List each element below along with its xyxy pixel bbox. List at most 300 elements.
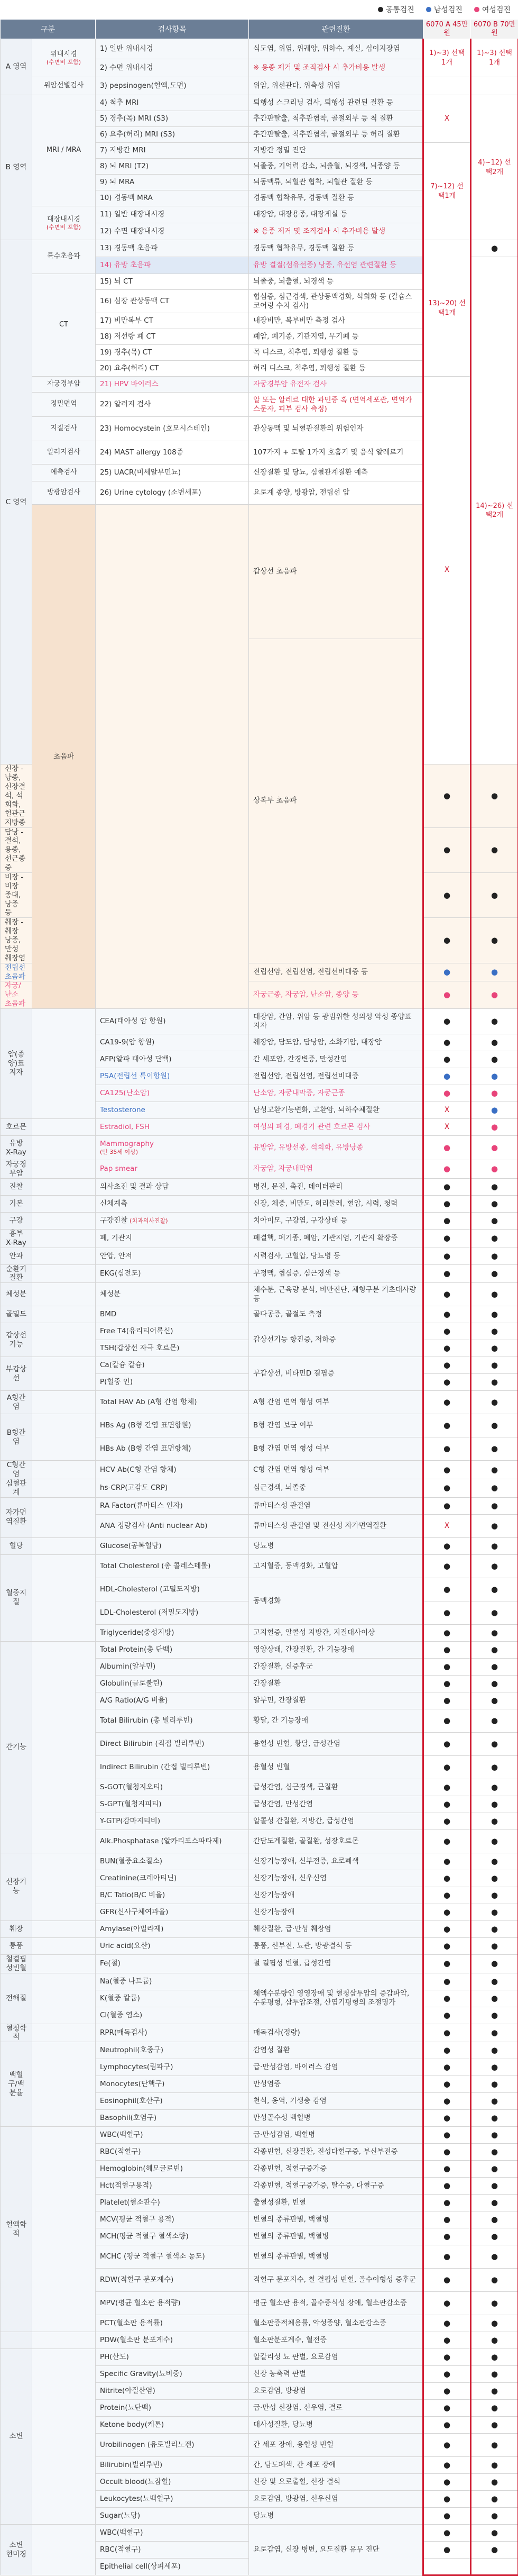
plan-b-cell-text: ● xyxy=(491,2252,498,2261)
subcategory-cell xyxy=(32,481,96,505)
related-disease-cell-text: 급성간염, 만성간염 xyxy=(253,1800,313,1808)
plan-a-cell-text: ● xyxy=(443,1164,450,1173)
related-disease-cell xyxy=(249,1796,423,1813)
related-disease-cell xyxy=(249,2110,423,2127)
test-item-cell-text: Amylase(아밀라제) xyxy=(100,1925,163,1933)
test-item-cell xyxy=(96,1212,249,1229)
test-item-cell xyxy=(96,2161,249,2178)
related-disease-cell xyxy=(249,95,423,111)
test-item-cell-text: Platelet(혈소판수) xyxy=(100,2198,160,2207)
plan-b-cell-text: ● xyxy=(491,1037,498,1047)
plan-a-cell xyxy=(423,2434,471,2457)
subcategory-cell xyxy=(32,1178,96,1195)
plan-a-cell xyxy=(423,1461,471,1479)
plan-a-cell-text: ● xyxy=(443,1016,450,1026)
plan-b-cell-text: ● xyxy=(491,1977,498,1986)
related-disease-cell xyxy=(249,1813,423,1829)
plan-a-cell xyxy=(423,2178,471,2195)
plan-a-cell xyxy=(423,1973,471,1990)
category-cell xyxy=(1,1357,32,1391)
plan-b-cell-text: ● xyxy=(491,2130,498,2140)
test-item-cell-text: Mammography xyxy=(100,1140,154,1148)
related-disease-cell xyxy=(249,963,423,981)
plan-b-cell-text: ● xyxy=(491,1143,498,1152)
plan-a-cell xyxy=(423,981,471,1009)
plan-b-cell-text: ● xyxy=(491,2010,498,2020)
category-cell-text: B 영역 xyxy=(6,163,27,171)
test-item-cell xyxy=(96,95,249,111)
related-disease-cell-text: 혈소판증적체용률, 악성종양, 혈소판감소증 xyxy=(253,2319,386,2327)
plan-b-cell xyxy=(471,1374,518,1391)
plan-b-cell-text: ● xyxy=(491,1088,498,1098)
plan-b-cell xyxy=(471,77,518,95)
related-disease-cell-text: 급·만성 신장염, 신우염, 결로 xyxy=(253,2404,343,2412)
plan-b-cell-text: ● xyxy=(491,2147,498,2156)
test-item-cell-text: 13) 경동맥 초음파 xyxy=(100,244,158,252)
plan-a-cell-text: ● xyxy=(443,1501,450,1510)
test-item-cell-text: Nitrite(아질산염) xyxy=(100,2387,155,2395)
plan-b-cell xyxy=(471,1675,518,1692)
test-item-cell-text: 구강진찰 xyxy=(100,1216,127,1225)
category-cell xyxy=(1,1461,32,1479)
plan-a-cell xyxy=(423,1497,471,1514)
test-item-cell-text: 자궁/난소 초음파 xyxy=(5,981,25,1008)
related-disease-cell xyxy=(249,2245,423,2269)
test-item-cell-text: Neutrophil(호중구) xyxy=(100,2046,163,2054)
test-item-cell-text: WBC(백혈구) xyxy=(100,2528,143,2537)
plan-a-cell-text: ● xyxy=(443,1216,450,1225)
related-disease-cell-text: 각종빈혈, 적혈구증가증 xyxy=(253,2164,327,2173)
test-item-cell-text: Uric acid(요산) xyxy=(100,1942,151,1950)
test-item-cell xyxy=(96,2110,249,2127)
plan-b-cell xyxy=(471,1954,518,1973)
plan-b-cell xyxy=(471,1887,518,1904)
related-disease-cell-text: 만성염증 xyxy=(253,2080,281,2088)
plan-b-cell-text: ● xyxy=(491,2232,498,2241)
subcategory-cell xyxy=(32,441,96,465)
category-cell xyxy=(1,1554,32,1641)
subcategory-cell xyxy=(32,1497,96,1537)
category-cell-text: 소변 현미경 xyxy=(6,2541,26,2559)
subcategory-cell-text: 위암선별검사 xyxy=(44,81,84,89)
test-item-cell xyxy=(96,1641,249,1658)
plan-b-cell xyxy=(471,1641,518,1658)
test-item-cell-text: 11) 일반 대장내시경 xyxy=(100,210,164,219)
plan-b-cell-text: ● xyxy=(491,1269,498,1278)
category-cell-text: 심혈관계 xyxy=(6,1479,26,1497)
plan-a-cell-text: ● xyxy=(443,1037,450,1047)
plan-b-cell xyxy=(471,2042,518,2059)
related-disease-cell-text: B형 간염 보균 여부 xyxy=(253,1421,313,1430)
category-cell xyxy=(1,1853,32,1920)
plan-b-cell xyxy=(471,1178,518,1195)
plan-a-cell xyxy=(423,872,471,917)
related-disease-cell-text: 알칼리성 뇨 판별, 요로감염 xyxy=(253,2353,338,2361)
plan-a-cell xyxy=(423,2383,471,2400)
plan-b-cell-text: ● xyxy=(491,791,498,800)
subcategory-cell xyxy=(32,1264,96,1283)
related-disease-cell xyxy=(249,190,423,206)
related-disease-cell-text: 폐암, 폐기종, 기관지염, 무기폐 등 xyxy=(253,332,359,341)
plan-a-cell-text: ● xyxy=(443,1739,450,1749)
plan-b-cell-text: ● xyxy=(491,1662,498,1671)
related-disease-cell xyxy=(249,1085,423,1102)
plan-b-cell xyxy=(471,1779,518,1796)
plan-b-cell xyxy=(471,764,518,827)
test-item-cell-text: Basophil(호염구) xyxy=(100,2114,156,2122)
plan-b-cell-text: 4)~12) 선택2개 xyxy=(478,159,511,176)
plan-b-cell-text: ● xyxy=(491,1762,498,1772)
test-item-cell-text: Indirect Bilirubin (간접 빌리루빈) xyxy=(100,1763,210,1771)
plan-b-cell xyxy=(471,1229,518,1248)
related-disease-cell-text: 췌장질환, 급·만성 췌장염 xyxy=(253,1925,331,1933)
plan-a-cell xyxy=(423,1887,471,1904)
plan-b-cell-text: ● xyxy=(491,1164,498,1173)
plan-a-cell xyxy=(423,1537,471,1554)
test-item-cell xyxy=(96,2127,249,2144)
category-cell-text: 전해질 xyxy=(6,1994,26,2002)
related-disease-cell xyxy=(249,1479,423,1498)
test-item-cell-text: CEA(태아성 암 항원) xyxy=(100,1017,166,1025)
related-disease-cell xyxy=(249,2059,423,2076)
category-cell xyxy=(1,1537,32,1554)
plan-a-cell xyxy=(423,1229,471,1248)
category-cell xyxy=(1,1178,32,1195)
table-row xyxy=(1,1554,518,1578)
test-item-cell xyxy=(96,2474,249,2491)
test-item-cell-text: Total HAV Ab (A형 간염 항체) xyxy=(100,1398,197,1406)
plan-b-cell-text: ● xyxy=(491,1421,498,1430)
category-cell xyxy=(1,1136,32,1160)
related-disease-cell xyxy=(249,377,423,393)
table-row xyxy=(1,1414,518,1437)
table-row xyxy=(1,377,518,393)
plan-b-cell-text: ● xyxy=(491,1054,498,1064)
plan-a-cell-text: X xyxy=(445,1522,450,1530)
related-disease-cell xyxy=(249,2144,423,2161)
related-disease-cell xyxy=(249,1051,423,1068)
plan-a-cell xyxy=(423,918,471,963)
test-item-cell-text: PSA(전립선 특이항원) xyxy=(100,1072,170,1080)
plan-b-cell xyxy=(471,2559,518,2575)
subcategory-cell-text: 대장내시경 xyxy=(47,215,80,223)
related-disease-cell xyxy=(1,827,32,872)
related-disease-cell-text: 허리 디스크, 척추염, 퇴행성 질환 등 xyxy=(253,364,366,372)
test-item-cell-text: 신체계측 xyxy=(100,1199,127,1208)
test-item-cell-text: 10) 경동맥 MRA xyxy=(100,194,153,202)
category-cell xyxy=(1,1479,32,1498)
plan-b-cell xyxy=(471,1283,518,1306)
plan-a-cell xyxy=(423,2245,471,2269)
test-item-cell-text: MCV(평균 적혈구 용적) xyxy=(100,2215,174,2224)
table-row xyxy=(1,1160,518,1179)
related-disease-cell xyxy=(249,1283,423,1306)
related-disease-cell xyxy=(1,872,32,917)
plan-b-cell-text: ● xyxy=(491,1199,498,1208)
plan-b-cell-text: ● xyxy=(491,2181,498,2190)
test-item-cell-text: B/C Tatio(B/C 비율) xyxy=(100,1891,165,1899)
test-item-cell xyxy=(96,1813,249,1829)
related-disease-cell-text: 혈소판분포계수, 혈전증 xyxy=(253,2336,327,2344)
related-disease-cell xyxy=(249,1102,423,1119)
test-item-cell-text: K(혈중 칼륨) xyxy=(100,1994,140,2002)
plan-b-cell-text: ● xyxy=(491,1739,498,1749)
plan-a-cell xyxy=(423,827,471,872)
related-disease-cell-text: 신장기능장애, 신우신염 xyxy=(253,1874,327,1882)
table-row xyxy=(1,1853,518,1870)
plan-a-cell-text: ● xyxy=(443,967,450,977)
table-row xyxy=(1,1937,518,1954)
test-item-cell-text: GFR(신사구체여과율) xyxy=(100,1908,168,1916)
test-item-cell-text: PDW(혈소판 분포계수) xyxy=(100,2336,173,2344)
plan-b-cell xyxy=(471,2127,518,2144)
category-cell xyxy=(32,505,96,1009)
category-cell xyxy=(1,1195,32,1212)
test-item-cell xyxy=(96,2093,249,2110)
related-disease-cell-text: 뇌졸중, 기억력 감소, 뇌출혈, 뇌경색, 뇌종양 등 xyxy=(253,162,400,170)
subcategory-cell-text: CT xyxy=(59,321,68,329)
test-item-cell-text: 1) 일반 위내시경 xyxy=(100,44,153,53)
plan-a-cell xyxy=(423,2093,471,2110)
related-disease-cell-text: 각종빈혈, 신장질환, 진성다혈구증, 부신부전증 xyxy=(253,2147,398,2156)
related-disease-cell xyxy=(249,2508,423,2525)
plan-b-cell-text: ● xyxy=(491,1326,498,1336)
related-disease-cell xyxy=(249,1709,423,1732)
category-cell xyxy=(1,1306,32,1323)
related-disease-cell xyxy=(249,159,423,175)
plan-b-cell xyxy=(471,1755,518,1779)
plan-a-cell-text: ● xyxy=(443,1343,450,1353)
subcategory-cell-text: 정밀면역 xyxy=(50,400,77,408)
related-disease-cell xyxy=(249,1160,423,1179)
plan-b-cell xyxy=(471,2245,518,2269)
related-disease-cell xyxy=(249,393,423,417)
plan-a-cell xyxy=(423,143,471,240)
plan-b-cell xyxy=(471,2228,518,2245)
subcategory-cell-text: 위내시경 xyxy=(50,50,77,58)
test-item-cell xyxy=(96,290,249,313)
plan-b-cell xyxy=(471,240,518,257)
test-item-cell xyxy=(96,441,249,465)
test-item-cell xyxy=(96,39,249,59)
test-item-cell xyxy=(96,1887,249,1904)
test-item-cell-text: Hemoglobin(헤모글로빈) xyxy=(100,2164,183,2173)
plan-b-cell xyxy=(471,1034,518,1051)
plan-b-cell xyxy=(471,2059,518,2076)
plan-a-cell xyxy=(423,1085,471,1102)
plan-b-cell-text: ● xyxy=(491,1216,498,1225)
related-disease-cell xyxy=(249,1829,423,1853)
plan-b-cell-text: ● xyxy=(491,1994,498,2003)
plan-a-cell xyxy=(423,2525,471,2542)
test-item-cell xyxy=(96,1709,249,1732)
related-disease-cell-text: 폐결핵, 폐기종, 폐암, 기관지염, 기관지 확장증 xyxy=(253,1234,397,1242)
plan-a-cell-text: ● xyxy=(443,1251,450,1261)
related-disease-cell xyxy=(249,1306,423,1323)
plan-b-cell xyxy=(471,2366,518,2383)
subcategory-cell-text: 자궁경부암 xyxy=(47,380,80,388)
plan-b-cell xyxy=(471,1514,518,1537)
test-item-cell xyxy=(96,1229,249,1248)
plan-a-cell-text: ● xyxy=(443,1199,450,1208)
category-cell-text: 암(종양)표지자 xyxy=(8,1050,24,1077)
related-disease-cell-text: 빈혈의 종류판별, 백혈병 xyxy=(253,2215,329,2224)
related-disease-cell xyxy=(249,2024,423,2042)
category-cell xyxy=(1,1937,32,1954)
related-disease-cell-text: ※ 용종 제거 및 조직검사 시 추가비용 발생 xyxy=(253,63,385,72)
related-disease-cell-text: 협심증, 심근경색, 관상동맥경화, 석회화 등 (칼슘스코어링 수치 검사) xyxy=(253,293,412,310)
category-cell xyxy=(1,1264,32,1283)
plan-a-cell-text: ● xyxy=(443,890,450,900)
test-item-cell-text: 7) 지방간 MRI xyxy=(100,146,146,154)
plan-b-cell xyxy=(471,1437,518,1461)
test-item-cell xyxy=(96,2059,249,2076)
related-disease-cell-text: 유방암, 유방선종, 석회화, 유방낭종 xyxy=(253,1143,363,1152)
category-cell xyxy=(1,1323,32,1357)
plan-b-cell xyxy=(471,1009,518,1034)
plan-a-cell xyxy=(423,1051,471,1068)
test-item-cell-text: HBs Ag (B형 간염 표면항원) xyxy=(100,1421,191,1430)
plan-b-cell xyxy=(471,2474,518,2491)
test-item-cell-note: (만 35세 이상) xyxy=(100,1149,244,1156)
plan-b-cell-text: ● xyxy=(491,1816,498,1826)
subcategory-cell xyxy=(32,95,96,206)
plan-a-cell xyxy=(423,1195,471,1212)
related-disease-cell-text: 신장 농축력 판별 xyxy=(253,2370,306,2378)
related-disease-cell xyxy=(249,1732,423,1755)
plan-b-cell xyxy=(471,1212,518,1229)
test-item-cell xyxy=(96,1195,249,1212)
test-item-cell xyxy=(96,1051,249,1068)
test-item-cell-text: 2) 수면 위내시경 xyxy=(100,63,153,72)
plan-b-cell-text: ● xyxy=(491,2440,498,2450)
legend xyxy=(0,0,518,19)
category-cell-text: 백혈구/백분율 xyxy=(8,2071,24,2097)
test-item-cell-text: 23) Homocystein (호모시스테인) xyxy=(100,424,210,433)
category-cell-text: 초음파 xyxy=(53,752,74,761)
related-disease-cell-text: 간, 담도폐색, 간 세포 장애 xyxy=(253,2461,336,2469)
category-cell-text: 통풍 xyxy=(9,1942,23,1950)
plan-a-cell xyxy=(423,2491,471,2508)
test-item-cell xyxy=(96,1920,249,1937)
category-cell-text: C형간염 xyxy=(7,1461,26,1478)
plan-a-cell xyxy=(423,2042,471,2059)
category-cell-text: 기본 xyxy=(9,1199,23,1208)
plan-b-cell xyxy=(471,1796,518,1813)
related-disease-cell-text: 신장질환 및 당뇨, 심혈관계질환 예측 xyxy=(253,468,368,477)
plan-b-cell-text: ● xyxy=(491,1907,498,1917)
test-item-cell xyxy=(96,2542,249,2559)
plan-b-cell xyxy=(471,2144,518,2161)
test-item-cell xyxy=(96,1264,249,1283)
related-disease-cell-text: 추간판탈출, 척추관협착, 골절외부 등 허리 질환 xyxy=(253,130,400,139)
related-disease-cell xyxy=(249,257,423,274)
plan-b-cell xyxy=(471,1264,518,1283)
plan-b-cell-text: ● xyxy=(491,1561,498,1571)
category-cell-text: 골밀도 xyxy=(6,1310,26,1318)
test-item-cell xyxy=(96,1034,249,1051)
test-item-cell xyxy=(96,1732,249,1755)
plan-b-cell-text: ● xyxy=(491,1799,498,1809)
plan-b-cell xyxy=(471,1497,518,1514)
plan-b-cell-text: ● xyxy=(491,1941,498,1951)
table-row xyxy=(1,1973,518,1990)
header-plan-a: 6070 A 45만원 xyxy=(423,20,471,39)
related-disease-cell-text: 여성의 폐경, 폐경기 관련 호르몬 검사 xyxy=(253,1123,370,1131)
category-cell xyxy=(1,1009,32,1119)
related-disease-cell xyxy=(249,361,423,377)
related-disease-cell-text: 유방 결절(섬유선종) 낭종, 유선염 관련질환 등 xyxy=(253,261,396,269)
plan-a-cell-text: ● xyxy=(443,1377,450,1387)
test-item-cell xyxy=(96,345,249,361)
plan-b-cell xyxy=(471,872,518,917)
related-disease-cell-text: 부갑상선, 비타민D 결핍증 xyxy=(253,1369,335,1378)
test-item-cell xyxy=(96,1870,249,1887)
plan-a-cell xyxy=(423,1920,471,1937)
subcategory-cell xyxy=(32,1853,96,1920)
plan-b-cell-text: ● xyxy=(491,1585,498,1594)
category-cell-text: 안과 xyxy=(9,1252,23,1260)
test-item-cell-text: 상복부 초음파 xyxy=(253,796,297,805)
test-item-cell-text: BMD xyxy=(100,1310,116,1318)
test-item-cell-text: Urobilinogen (유로빌리노겐) xyxy=(100,2441,195,2449)
related-disease-cell xyxy=(249,481,423,505)
related-disease-cell-text: 췌장암, 담도암, 담낭암, 소화기암, 대장암 xyxy=(253,1038,382,1046)
test-item-cell-text: A/G Ratio(A/G 비율) xyxy=(100,1696,168,1705)
test-item-cell xyxy=(96,2292,249,2315)
plan-a-cell xyxy=(423,2076,471,2093)
test-item-cell-text: Total Protein(총 단백) xyxy=(100,1645,172,1654)
test-item-cell-text: HBs Ab (B형 간염 표면항체) xyxy=(100,1444,191,1453)
category-cell-text: 흉부 X-Ray xyxy=(6,1230,26,1247)
related-disease-cell-text: 알콜성 간질환, 지방간, 급성간염 xyxy=(253,1817,354,1825)
table-row xyxy=(1,1283,518,1306)
test-item-cell-text: RBC(적혈구) xyxy=(100,2545,141,2554)
table-row xyxy=(1,2349,518,2366)
plan-b-cell-text: ● xyxy=(491,1251,498,1261)
subcategory-cell xyxy=(32,1136,96,1160)
subcategory-cell-text: MRI / MRA xyxy=(47,146,81,154)
subcategory-cell xyxy=(32,1554,96,1641)
test-item-cell-text: 14) 유방 초음파 xyxy=(100,261,151,269)
legend-label: 남성검진 xyxy=(434,4,462,15)
test-item-cell-text: Total Bilirubin (총 빌리루빈) xyxy=(100,1716,193,1725)
test-item-cell xyxy=(96,377,249,393)
plan-a-cell-text: ● xyxy=(443,1483,450,1492)
plan-b-cell-text: ● xyxy=(491,1782,498,1792)
related-disease-cell xyxy=(249,2161,423,2178)
table-row xyxy=(1,1357,518,1374)
test-item-cell-text: 9) 뇌 MRA xyxy=(100,178,134,186)
related-disease-cell xyxy=(249,1537,423,1554)
table-row xyxy=(1,1461,518,1479)
related-disease-cell xyxy=(1,764,32,827)
plan-b-cell xyxy=(471,1624,518,1641)
related-disease-cell-text: 지방간 정밀 진단 xyxy=(253,146,306,154)
plan-a-cell xyxy=(423,2292,471,2315)
test-item-cell-text: Estradiol, FSH xyxy=(100,1123,150,1131)
subcategory-cell xyxy=(32,1920,96,1937)
related-disease-cell-text: 신장기능장애 xyxy=(253,1891,294,1899)
plan-b-cell-text: ● xyxy=(491,2164,498,2173)
related-disease-cell-text: 부정맥, 협심증, 심근경색 등 xyxy=(253,1269,340,1278)
plan-b-cell-text: ● xyxy=(491,1541,498,1551)
table-row xyxy=(1,2042,518,2059)
test-item-cell xyxy=(96,417,249,441)
related-disease-cell xyxy=(249,441,423,465)
plan-b-cell xyxy=(471,2491,518,2508)
plan-b-cell xyxy=(471,1658,518,1675)
